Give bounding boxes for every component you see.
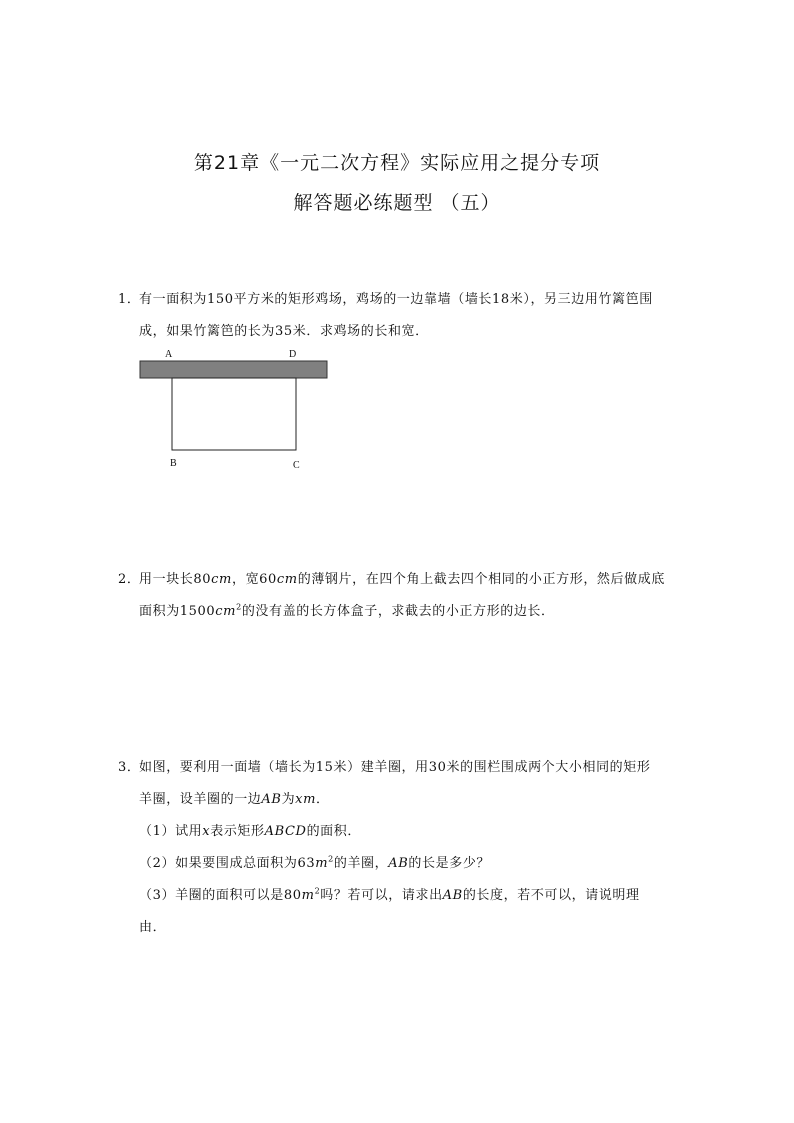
q3-text: 为 — [281, 792, 296, 807]
q3-var-ABCD: ABCD — [264, 824, 307, 839]
q3-number: 3． — [118, 760, 141, 775]
q3-sub3 — [139, 888, 640, 904]
q2-text: 的没有盖的长方体盒子，求截去的小正方形的边长． — [241, 604, 555, 619]
q3-var-AB: AB — [442, 888, 463, 903]
label-A: A — [165, 349, 173, 360]
q2-number: 2． — [118, 572, 141, 587]
q3-text: 的长度，若不可以，请说明理 — [462, 888, 640, 903]
doc-title-line1: 第21章《一元二次方程》实际应用之提分专项 — [193, 152, 601, 174]
label-C: C — [293, 460, 300, 471]
q3-line2 — [139, 792, 330, 808]
q2-text: ，宽60 — [231, 572, 277, 587]
q3-sub2 — [139, 856, 490, 872]
q3-var-xm: xm — [295, 792, 317, 807]
q3-text: 羊圈，设羊圈的一边 — [139, 792, 262, 807]
q1-line1 — [118, 292, 653, 308]
q2-text: 的薄钢片，在四个角上截去四个相同的小正方形，然后做成底 — [297, 572, 665, 587]
q3-sub1 — [139, 824, 361, 840]
q3-var-AB: AB — [388, 856, 409, 871]
doc-title-line2: 解答题必练题型 （五） — [293, 192, 501, 214]
wall-bar — [140, 361, 327, 378]
q3-text: 的面积． — [306, 824, 361, 839]
q3-exponent: 2 — [314, 886, 321, 896]
q1-text-line1: 有一面积为150平方米的矩形鸡场，鸡场的一边靠墙（墙长18米），另三边用竹篱笆围 — [139, 292, 653, 307]
q1-figure — [135, 345, 335, 475]
q3-text: 的羊圈， — [333, 856, 389, 871]
q2-line1 — [118, 572, 665, 588]
q3-text-line1: 如图，要利用一面墙（墙长为15米）建羊圈，用30米的围栏围成两个大小相同的矩形 — [139, 760, 651, 775]
q2-text: 面积为1500 — [139, 604, 216, 619]
q2-line2 — [139, 604, 555, 620]
q3-text: （2）如果要围成总面积为63 — [139, 856, 316, 871]
q2-exponent: 2 — [236, 602, 242, 612]
q3-exponent: 2 — [328, 854, 334, 864]
q1-line2: 成，如果竹篱笆的长为35米．求鸡场的长和宽． — [139, 324, 429, 339]
q3-text: 吗？若可以，请求出 — [320, 888, 443, 903]
pen-rectangle — [172, 378, 296, 450]
q3-text: （3）羊圈的面积可以是80 — [139, 888, 302, 903]
q3-text: （1）试用 — [139, 824, 203, 839]
q3-var-x: x — [202, 824, 211, 839]
q3-line1 — [118, 760, 650, 776]
label-B: B — [170, 458, 177, 469]
q3-text: 表示矩形 — [210, 824, 265, 839]
q2-unit-cm: cm — [211, 572, 232, 587]
q3-unit-m: m — [315, 856, 329, 871]
q2-unit-cm: cm — [215, 604, 237, 619]
q3-sub3-cont: 由． — [139, 920, 167, 935]
q1-number: 1． — [118, 292, 141, 307]
q3-unit-m: m — [301, 888, 315, 903]
label-D: D — [289, 349, 297, 360]
q2-unit-cm: cm — [276, 572, 298, 587]
q2-text: 用一块长80 — [139, 572, 212, 587]
q3-text: 的长是多少？ — [408, 856, 491, 871]
q3-var-AB: AB — [261, 792, 282, 807]
q3-text: ． — [316, 792, 330, 807]
